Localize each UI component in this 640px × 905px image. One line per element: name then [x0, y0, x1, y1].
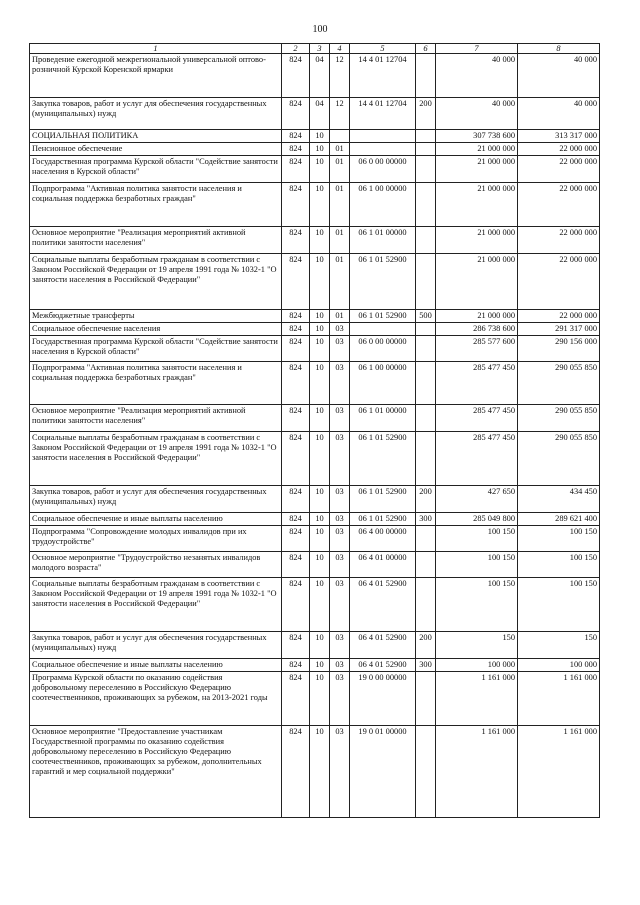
cell-name: Социальное обеспечение населения [30, 323, 282, 336]
table-row [30, 405, 600, 432]
cell-gr: 824 [282, 130, 310, 143]
column-header-sum-1: 7 [436, 44, 518, 54]
cell-name: СОЦИАЛЬНАЯ ПОЛИТИКА [30, 130, 282, 143]
cell-gr: 824 [282, 310, 310, 323]
column-header-csr: 5 [350, 44, 416, 54]
table-row [30, 54, 600, 98]
cell-csr: 06 1 01 00000 [350, 405, 416, 432]
table-row [30, 659, 600, 672]
cell-csr: 06 1 00 00000 [350, 183, 416, 227]
cell-gr: 824 [282, 405, 310, 432]
cell-rz: 10 [310, 254, 330, 310]
cell-name: Основное мероприятие "Реализация мероприятий активной политики занятости населения" [30, 227, 282, 254]
table-row [30, 578, 600, 632]
cell-sum-2: 22 000 000 [518, 310, 600, 323]
cell-sum-2: 100 150 [518, 552, 600, 578]
cell-gr: 824 [282, 486, 310, 513]
cell-sum-2: 100 150 [518, 526, 600, 552]
cell-vr: 300 [416, 513, 436, 526]
column-header-name: 1 [30, 44, 282, 54]
cell-rz: 10 [310, 659, 330, 672]
cell-sum-2: 22 000 000 [518, 227, 600, 254]
cell-vr [416, 183, 436, 227]
cell-vr: 200 [416, 486, 436, 513]
cell-sum-1: 285 577 600 [436, 336, 518, 362]
cell-pr: 03 [330, 578, 350, 632]
cell-sum-2: 290 055 850 [518, 405, 600, 432]
cell-gr: 824 [282, 726, 310, 818]
column-header-gr: 2 [282, 44, 310, 54]
cell-rz: 10 [310, 405, 330, 432]
cell-csr: 06 4 01 52900 [350, 578, 416, 632]
cell-sum-1: 285 477 450 [436, 362, 518, 405]
cell-rz: 10 [310, 143, 330, 156]
cell-rz: 10 [310, 672, 330, 726]
cell-csr [350, 143, 416, 156]
cell-csr: 06 4 01 00000 [350, 552, 416, 578]
cell-vr: 200 [416, 98, 436, 130]
cell-gr: 824 [282, 552, 310, 578]
cell-name: Социальное обеспечение и иные выплаты населению [30, 659, 282, 672]
cell-csr: 19 0 01 00000 [350, 726, 416, 818]
cell-rz: 10 [310, 130, 330, 143]
column-header-pr: 4 [330, 44, 350, 54]
cell-sum-1: 427 650 [436, 486, 518, 513]
cell-rz: 10 [310, 486, 330, 513]
table-row [30, 143, 600, 156]
cell-sum-1: 100 150 [436, 578, 518, 632]
table-row [30, 156, 600, 183]
table-row [30, 672, 600, 726]
table-row [30, 336, 600, 362]
cell-csr: 06 1 01 52900 [350, 432, 416, 486]
table-row [30, 632, 600, 659]
cell-rz: 10 [310, 362, 330, 405]
cell-pr: 03 [330, 323, 350, 336]
cell-sum-1: 100 000 [436, 659, 518, 672]
cell-vr: 500 [416, 310, 436, 323]
table-row [30, 254, 600, 310]
cell-sum-2: 100 000 [518, 659, 600, 672]
cell-vr [416, 54, 436, 98]
table-body [30, 54, 600, 818]
cell-vr [416, 156, 436, 183]
cell-rz: 10 [310, 552, 330, 578]
cell-rz: 10 [310, 227, 330, 254]
cell-gr: 824 [282, 513, 310, 526]
table-row [30, 130, 600, 143]
cell-sum-2: 22 000 000 [518, 143, 600, 156]
cell-sum-1: 21 000 000 [436, 143, 518, 156]
cell-name: Закупка товаров, работ и услуг для обеспечения государственных (муниципальных) нужд [30, 486, 282, 513]
cell-name: Подпрограмма "Активная политика занятости населения и социальная поддержка безработных граждан" [30, 362, 282, 405]
cell-gr: 824 [282, 183, 310, 227]
cell-pr [330, 130, 350, 143]
cell-pr: 03 [330, 659, 350, 672]
column-header-vr: 6 [416, 44, 436, 54]
cell-csr: 06 1 01 52900 [350, 513, 416, 526]
cell-vr [416, 323, 436, 336]
cell-csr: 06 1 01 00000 [350, 227, 416, 254]
cell-sum-1: 40 000 [436, 98, 518, 130]
cell-name: Государственная программа Курской области "Содействие занятости населения в Курской области" [30, 156, 282, 183]
cell-vr [416, 336, 436, 362]
table-row [30, 432, 600, 486]
cell-rz: 10 [310, 336, 330, 362]
cell-csr: 06 0 00 00000 [350, 336, 416, 362]
table-row [30, 323, 600, 336]
cell-pr: 12 [330, 98, 350, 130]
cell-name: Основное мероприятие "Предоставление участникам Государственной программы по оказанию содействия добровольному переселению в Российскую Федерацию соотечественников, проживающих за рубежом, дополнительных гарантий и мер социальной поддержки" [30, 726, 282, 818]
cell-gr: 824 [282, 578, 310, 632]
cell-vr [416, 526, 436, 552]
cell-sum-2: 22 000 000 [518, 254, 600, 310]
table-row [30, 98, 600, 130]
cell-name: Закупка товаров, работ и услуг для обеспечения государственных (муниципальных) нужд [30, 98, 282, 130]
cell-rz: 10 [310, 432, 330, 486]
cell-sum-2: 290 055 850 [518, 362, 600, 405]
cell-rz: 10 [310, 632, 330, 659]
cell-sum-1: 285 049 800 [436, 513, 518, 526]
table-row [30, 513, 600, 526]
cell-pr: 03 [330, 552, 350, 578]
table-row [30, 183, 600, 227]
cell-sum-1: 100 150 [436, 552, 518, 578]
cell-pr: 01 [330, 143, 350, 156]
cell-gr: 824 [282, 227, 310, 254]
cell-gr: 824 [282, 432, 310, 486]
cell-name: Закупка товаров, работ и услуг для обеспечения государственных (муниципальных) нужд [30, 632, 282, 659]
cell-name: Социальные выплаты безработным гражданам в соответствии с Законом Российской Федерации от 19 апреля 1991 года № 1032-1 "О занятости населения в Российской Федерации" [30, 432, 282, 486]
cell-gr: 824 [282, 254, 310, 310]
cell-sum-2: 1 161 000 [518, 672, 600, 726]
cell-vr [416, 143, 436, 156]
cell-pr: 03 [330, 672, 350, 726]
cell-rz: 04 [310, 98, 330, 130]
cell-vr [416, 578, 436, 632]
cell-rz: 04 [310, 54, 330, 98]
column-header-rz: 3 [310, 44, 330, 54]
column-header-sum-2: 8 [518, 44, 600, 54]
cell-vr: 300 [416, 659, 436, 672]
cell-rz: 10 [310, 183, 330, 227]
cell-vr [416, 552, 436, 578]
cell-csr: 14 4 01 12704 [350, 54, 416, 98]
cell-sum-2: 289 621 400 [518, 513, 600, 526]
cell-sum-2: 150 [518, 632, 600, 659]
cell-pr: 03 [330, 486, 350, 513]
cell-name: Подпрограмма "Сопровождение молодых инвалидов при их трудоустройстве" [30, 526, 282, 552]
cell-gr: 824 [282, 336, 310, 362]
cell-name: Подпрограмма "Активная политика занятости населения и социальная поддержка безработных граждан" [30, 183, 282, 227]
cell-gr: 824 [282, 54, 310, 98]
cell-name: Социальное обеспечение и иные выплаты населению [30, 513, 282, 526]
cell-sum-2: 434 450 [518, 486, 600, 513]
page-number: 100 [312, 24, 328, 35]
cell-rz: 10 [310, 323, 330, 336]
cell-pr: 01 [330, 156, 350, 183]
cell-vr [416, 405, 436, 432]
cell-sum-1: 307 738 600 [436, 130, 518, 143]
cell-sum-2: 22 000 000 [518, 156, 600, 183]
cell-name: Проведение ежегодной межрегиональной универсальной оптово-розничной Курской Коренской ярмарки [30, 54, 282, 98]
cell-csr: 06 4 01 52900 [350, 659, 416, 672]
table-row [30, 726, 600, 818]
cell-rz: 10 [310, 513, 330, 526]
cell-vr [416, 254, 436, 310]
cell-gr: 824 [282, 323, 310, 336]
cell-gr: 824 [282, 632, 310, 659]
cell-csr: 06 1 01 52900 [350, 310, 416, 323]
cell-pr: 01 [330, 310, 350, 323]
budget-table [29, 43, 600, 818]
cell-name: Основное мероприятие "Трудоустройство незанятых инвалидов молодого возраста" [30, 552, 282, 578]
cell-csr: 06 1 01 52900 [350, 486, 416, 513]
cell-gr: 824 [282, 672, 310, 726]
cell-vr [416, 726, 436, 818]
cell-sum-2: 100 150 [518, 578, 600, 632]
cell-pr: 12 [330, 54, 350, 98]
cell-vr [416, 130, 436, 143]
cell-sum-1: 150 [436, 632, 518, 659]
cell-csr: 06 1 01 52900 [350, 254, 416, 310]
cell-csr [350, 323, 416, 336]
cell-rz: 10 [310, 156, 330, 183]
cell-name: Программа Курской области по оказанию содействия добровольному переселению в Российскую Федерацию соотечественников, проживающих за рубежом, на 2013-2021 годы [30, 672, 282, 726]
cell-gr: 824 [282, 143, 310, 156]
cell-gr: 824 [282, 362, 310, 405]
cell-pr: 01 [330, 227, 350, 254]
cell-sum-2: 40 000 [518, 98, 600, 130]
cell-csr: 06 1 00 00000 [350, 362, 416, 405]
cell-sum-1: 286 738 600 [436, 323, 518, 336]
cell-rz: 10 [310, 578, 330, 632]
cell-csr: 19 0 00 00000 [350, 672, 416, 726]
cell-sum-2: 40 000 [518, 54, 600, 98]
cell-csr: 06 4 01 52900 [350, 632, 416, 659]
cell-pr: 03 [330, 336, 350, 362]
cell-csr: 06 0 00 00000 [350, 156, 416, 183]
cell-sum-1: 40 000 [436, 54, 518, 98]
cell-csr: 06 4 00 00000 [350, 526, 416, 552]
cell-name: Межбюджетные трансферты [30, 310, 282, 323]
cell-pr: 03 [330, 432, 350, 486]
cell-name: Социальные выплаты безработным гражданам в соответствии с Законом Российской Федерации от 19 апреля 1991 года № 1032-1 "О занятости населения в Российской Федерации" [30, 578, 282, 632]
cell-name: Основное мероприятие "Реализация мероприятий активной политики занятости населения" [30, 405, 282, 432]
cell-vr [416, 432, 436, 486]
cell-sum-1: 21 000 000 [436, 254, 518, 310]
cell-pr: 03 [330, 632, 350, 659]
cell-sum-1: 21 000 000 [436, 156, 518, 183]
cell-vr [416, 672, 436, 726]
cell-gr: 824 [282, 98, 310, 130]
cell-csr: 14 4 01 12704 [350, 98, 416, 130]
column-header-row [30, 44, 600, 54]
cell-sum-2: 1 161 000 [518, 726, 600, 818]
cell-gr: 824 [282, 659, 310, 672]
table-row [30, 362, 600, 405]
cell-name: Пенсионное обеспечение [30, 143, 282, 156]
cell-vr [416, 227, 436, 254]
cell-csr [350, 130, 416, 143]
cell-sum-2: 291 317 000 [518, 323, 600, 336]
cell-sum-1: 285 477 450 [436, 432, 518, 486]
cell-pr: 03 [330, 526, 350, 552]
cell-sum-1: 1 161 000 [436, 726, 518, 818]
cell-name: Государственная программа Курской области "Содействие занятости населения в Курской области" [30, 336, 282, 362]
table-row [30, 310, 600, 323]
cell-pr: 03 [330, 362, 350, 405]
cell-name: Социальные выплаты безработным гражданам в соответствии с Законом Российской Федерации от 19 апреля 1991 года № 1032-1 "О занятости населения в Российской Федерации" [30, 254, 282, 310]
cell-sum-1: 1 161 000 [436, 672, 518, 726]
cell-sum-2: 290 156 000 [518, 336, 600, 362]
cell-rz: 10 [310, 310, 330, 323]
cell-gr: 824 [282, 526, 310, 552]
cell-pr: 01 [330, 183, 350, 227]
cell-sum-1: 21 000 000 [436, 183, 518, 227]
cell-sum-1: 21 000 000 [436, 310, 518, 323]
cell-sum-2: 313 317 000 [518, 130, 600, 143]
cell-vr: 200 [416, 632, 436, 659]
table-row [30, 486, 600, 513]
cell-sum-2: 22 000 000 [518, 183, 600, 227]
table-row [30, 227, 600, 254]
cell-sum-2: 290 055 850 [518, 432, 600, 486]
cell-pr: 03 [330, 513, 350, 526]
cell-gr: 824 [282, 156, 310, 183]
cell-vr [416, 362, 436, 405]
cell-pr: 01 [330, 254, 350, 310]
cell-pr: 03 [330, 405, 350, 432]
table-row [30, 552, 600, 578]
cell-sum-1: 21 000 000 [436, 227, 518, 254]
cell-sum-1: 285 477 450 [436, 405, 518, 432]
table-row [30, 526, 600, 552]
cell-sum-1: 100 150 [436, 526, 518, 552]
cell-rz: 10 [310, 526, 330, 552]
cell-rz: 10 [310, 726, 330, 818]
cell-pr: 03 [330, 726, 350, 818]
